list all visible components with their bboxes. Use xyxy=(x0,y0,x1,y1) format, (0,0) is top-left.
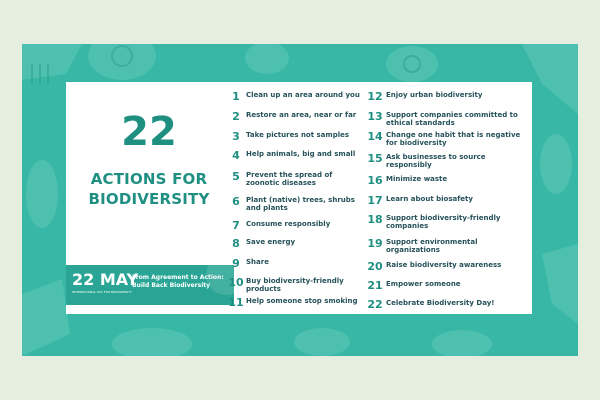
title-line-2: BIODIVERSITY xyxy=(88,190,210,208)
item-number: 13 xyxy=(367,110,383,123)
item-text: Clean up an area around you xyxy=(246,91,360,99)
item-text: Raise biodiversity awareness xyxy=(386,261,502,269)
item-number: 7 xyxy=(232,219,240,232)
title-line-1: ACTIONS FOR xyxy=(90,170,208,188)
event-subtitle: INTERNATIONAL DAY FOR BIODIVERSITY xyxy=(72,290,132,294)
item-number: 21 xyxy=(367,279,383,292)
banner xyxy=(22,44,578,356)
item-number: 2 xyxy=(232,110,240,123)
item-text: Ask businesses to source responsibly xyxy=(386,153,486,169)
item-number: 20 xyxy=(367,260,383,273)
actions-card xyxy=(66,82,532,314)
item-number: 19 xyxy=(367,237,383,250)
item-text: Help animals, big and small xyxy=(246,150,356,158)
item-text: Buy biodiversity-friendly products xyxy=(246,277,344,293)
item-text: Plant (native) trees, shrubs and plants xyxy=(246,196,355,212)
event-message: From Agreement to Action: Build Back Biodiversity xyxy=(132,274,224,289)
item-number: 4 xyxy=(232,149,240,162)
item-number: 5 xyxy=(232,170,240,183)
item-number: 22 xyxy=(367,298,383,311)
item-text: Minimize waste xyxy=(386,175,448,183)
item-text: Learn about biosafety xyxy=(386,195,473,203)
item-text: Take pictures not samples xyxy=(246,131,350,139)
item-number: 14 xyxy=(367,130,383,143)
item-text: Empower someone xyxy=(386,280,461,288)
item-text: Celebrate Biodiversity Day! xyxy=(386,299,495,307)
item-number: 6 xyxy=(232,195,240,208)
item-text: Prevent the spread of zoonotic diseases xyxy=(246,171,333,187)
event-date: 22 MAY xyxy=(72,270,139,289)
item-number: 11 xyxy=(228,296,244,309)
item-text: Save energy xyxy=(246,238,296,246)
item-text: Support companies committed to ethical standards xyxy=(386,111,518,127)
item-number: 3 xyxy=(232,130,240,143)
item-number: 8 xyxy=(232,237,240,250)
actions-count: 22 xyxy=(121,109,177,155)
item-number: 15 xyxy=(367,152,383,165)
item-number: 16 xyxy=(367,174,383,187)
item-number: 17 xyxy=(367,194,383,207)
item-text: Change one habit that is negative for biodiversity xyxy=(386,131,521,147)
item-text: Support environmental organizations xyxy=(386,238,478,254)
item-number: 10 xyxy=(228,276,244,289)
item-number: 9 xyxy=(232,257,240,270)
item-text: Restore an area, near or far xyxy=(246,111,357,119)
biodiversity-day-badge xyxy=(66,265,234,305)
item-text: Support biodiversity-friendly companies xyxy=(386,214,501,230)
item-text: Enjoy urban biodiversity xyxy=(386,91,483,99)
item-text: Consume responsibly xyxy=(246,220,331,228)
item-number: 18 xyxy=(367,213,383,226)
item-text: Help someone stop smoking xyxy=(246,297,358,305)
item-number: 12 xyxy=(367,90,383,103)
item-text: Share xyxy=(246,258,269,266)
item-number: 1 xyxy=(232,90,240,103)
